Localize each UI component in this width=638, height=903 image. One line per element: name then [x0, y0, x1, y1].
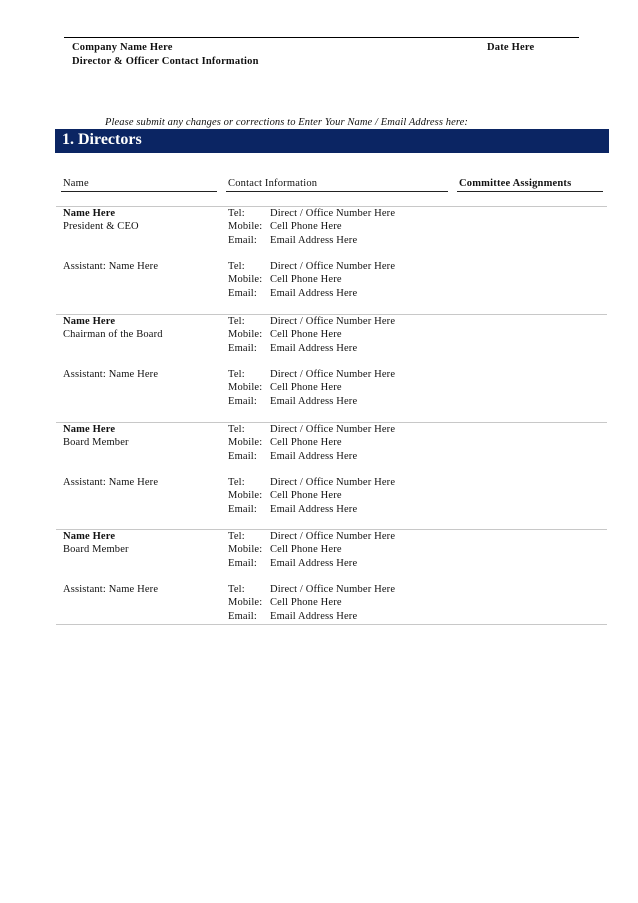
- director-email: [228, 450, 357, 463]
- assistant-email-value: Email Address Here: [270, 503, 358, 515]
- director-email-label: Email:: [228, 342, 257, 354]
- director-role: Chairman of the Board: [63, 329, 163, 341]
- assistant-mobile: [228, 273, 342, 286]
- assistant-email-label: Email:: [228, 503, 257, 515]
- assistant-tel-label: Tel:: [228, 584, 245, 595]
- submission-notice: Please submit any changes or corrections to Enter Your Name / Email Address here:: [105, 117, 469, 128]
- assistant-mobile: [228, 489, 342, 502]
- director-email-label: Email:: [228, 234, 257, 246]
- column-underline-contact: [226, 191, 448, 192]
- director-mobile-label: Mobile:: [228, 544, 263, 556]
- director-mobile: [228, 543, 342, 556]
- director-tel: [228, 530, 395, 543]
- column-underline-committee: [457, 191, 603, 192]
- assistant-mobile-label: Mobile:: [228, 490, 263, 502]
- document-date: Date Here: [487, 42, 535, 53]
- assistant-tel-label: Tel:: [228, 477, 245, 488]
- director-tel-label: Tel:: [228, 424, 245, 435]
- director-email-label: Email:: [228, 450, 257, 462]
- director-email: [228, 342, 357, 355]
- director-tel-label: Tel:: [228, 208, 245, 219]
- director-name: Name Here: [63, 531, 116, 542]
- column-underline-name: [61, 191, 217, 192]
- company-name: Company Name Here: [72, 42, 173, 53]
- director-role: Board Member: [63, 544, 129, 556]
- section-title: 1. Directors: [62, 131, 142, 148]
- assistant-mobile-label: Mobile:: [228, 382, 263, 394]
- assistant-tel-value: Direct / Office Number Here: [270, 369, 396, 380]
- assistant-mobile: [228, 381, 342, 394]
- assistant-tel: [228, 260, 395, 273]
- assistant-email: [228, 610, 357, 623]
- assistant-name: Assistant: Name Here: [63, 477, 159, 488]
- director-mobile-label: Mobile:: [228, 437, 263, 449]
- director-email: [228, 557, 357, 570]
- assistant-mobile-value: Cell Phone Here: [270, 274, 342, 286]
- assistant-mobile-label: Mobile:: [228, 274, 263, 286]
- assistant-name: Assistant: Name Here: [63, 369, 159, 380]
- assistant-tel: [228, 368, 395, 381]
- assistant-mobile-value: Cell Phone Here: [270, 597, 342, 609]
- row-separator: [56, 624, 607, 625]
- assistant-email-value: Email Address Here: [270, 610, 358, 622]
- director-mobile-label: Mobile:: [228, 221, 263, 233]
- assistant-email-label: Email:: [228, 287, 257, 299]
- director-mobile-value: Cell Phone Here: [270, 329, 342, 341]
- director-email: [228, 234, 357, 247]
- director-mobile-label: Mobile:: [228, 329, 263, 341]
- assistant-mobile: [228, 596, 342, 609]
- director-email-value: Email Address Here: [270, 342, 358, 354]
- director-tel-value: Direct / Office Number Here: [270, 424, 396, 435]
- director-mobile: [228, 220, 342, 233]
- director-tel-value: Direct / Office Number Here: [270, 531, 396, 542]
- director-role: Board Member: [63, 437, 129, 449]
- assistant-mobile-value: Cell Phone Here: [270, 490, 342, 502]
- director-mobile-value: Cell Phone Here: [270, 437, 342, 449]
- director-tel-value: Direct / Office Number Here: [270, 316, 396, 327]
- assistant-email: [228, 503, 357, 516]
- assistant-name: Assistant: Name Here: [63, 584, 159, 595]
- director-email-value: Email Address Here: [270, 234, 358, 246]
- director-email-label: Email:: [228, 557, 257, 569]
- assistant-tel-value: Direct / Office Number Here: [270, 261, 396, 272]
- director-name: Name Here: [63, 208, 116, 219]
- column-header-committee: Committee Assignments: [459, 178, 572, 189]
- assistant-email: [228, 287, 357, 300]
- assistant-mobile-value: Cell Phone Here: [270, 382, 342, 394]
- director-name: Name Here: [63, 316, 116, 327]
- assistant-email: [228, 395, 357, 408]
- assistant-email-label: Email:: [228, 610, 257, 622]
- assistant-tel: [228, 583, 395, 596]
- director-name: Name Here: [63, 424, 116, 435]
- director-email-value: Email Address Here: [270, 557, 358, 569]
- assistant-mobile-label: Mobile:: [228, 597, 263, 609]
- column-header-contact: Contact Information: [228, 178, 318, 189]
- director-tel: [228, 423, 395, 436]
- document-subtitle: Director & Officer Contact Information: [72, 56, 259, 67]
- header-rule: [64, 37, 579, 38]
- assistant-email-value: Email Address Here: [270, 395, 358, 407]
- assistant-tel-label: Tel:: [228, 261, 245, 272]
- director-tel: [228, 315, 395, 328]
- column-header-name: Name: [63, 178, 89, 189]
- director-tel-label: Tel:: [228, 531, 245, 542]
- assistant-tel: [228, 476, 395, 489]
- director-tel-value: Direct / Office Number Here: [270, 208, 396, 219]
- director-role: President & CEO: [63, 221, 139, 233]
- assistant-tel-value: Direct / Office Number Here: [270, 477, 396, 488]
- director-tel-label: Tel:: [228, 316, 245, 327]
- director-tel: [228, 207, 395, 220]
- director-email-value: Email Address Here: [270, 450, 358, 462]
- assistant-tel-value: Direct / Office Number Here: [270, 584, 396, 595]
- director-mobile: [228, 328, 342, 341]
- director-mobile: [228, 436, 342, 449]
- assistant-email-label: Email:: [228, 395, 257, 407]
- director-mobile-value: Cell Phone Here: [270, 221, 342, 233]
- assistant-tel-label: Tel:: [228, 369, 245, 380]
- assistant-name: Assistant: Name Here: [63, 261, 159, 272]
- assistant-email-value: Email Address Here: [270, 287, 358, 299]
- director-mobile-value: Cell Phone Here: [270, 544, 342, 556]
